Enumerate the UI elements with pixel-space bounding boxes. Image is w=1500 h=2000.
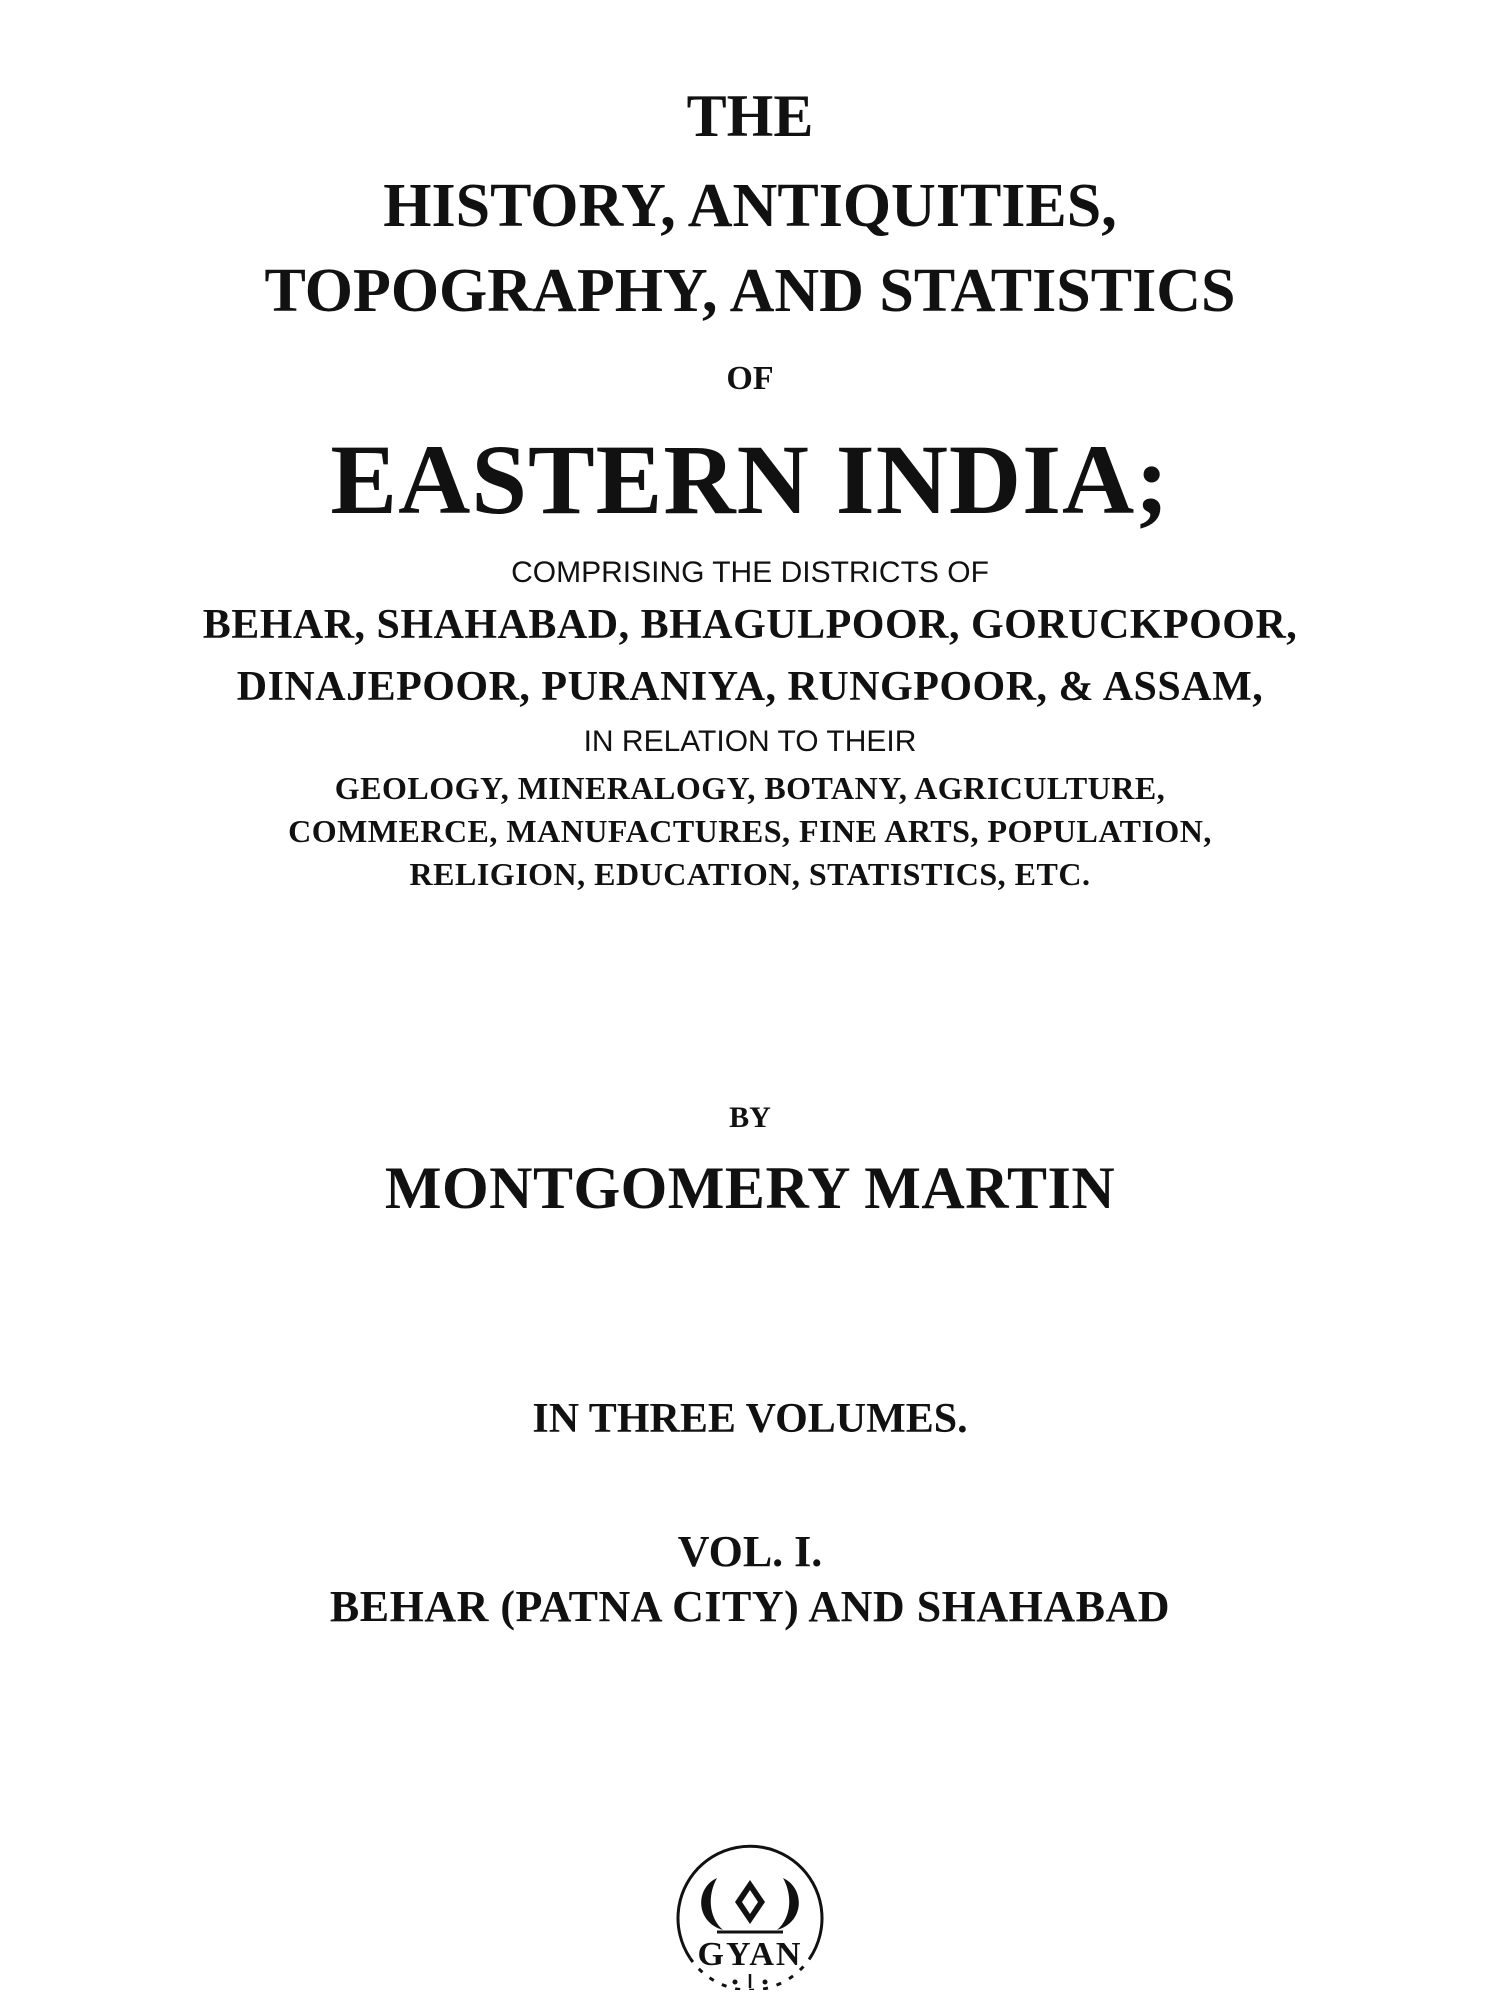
logo-text: GYAN xyxy=(697,1936,803,1973)
subjects-line-3: RELIGION, EDUCATION, STATISTICS, ETC. xyxy=(409,856,1091,892)
comprising-label: COMPRISING THE DISTRICTS OF xyxy=(511,556,989,589)
relation-label: IN RELATION TO THEIR xyxy=(583,725,917,758)
subjects-line-1: GEOLOGY, MINERALOGY, BOTANY, AGRICULTURE, xyxy=(334,770,1166,806)
author-name: MONTGOMERY MARTIN xyxy=(384,1155,1116,1221)
volumes-count: IN THREE VOLUMES. xyxy=(532,1396,968,1442)
title-line-1: HISTORY, ANTIQUITIES, xyxy=(383,172,1117,240)
volume-title: BEHAR (PATNA CITY) AND SHAHABAD xyxy=(329,1582,1171,1631)
districts-line-1: BEHAR, SHAHABAD, BHAGULPOOR, GORUCKPOOR, xyxy=(202,602,1298,648)
volume-number: VOL. I. xyxy=(677,1527,823,1576)
title-line-2: TOPOGRAPHY, AND STATISTICS xyxy=(264,257,1236,325)
title-of: OF xyxy=(726,360,774,397)
subjects-line-2: COMMERCE, MANUFACTURES, FINE ARTS, POPULATION, xyxy=(288,813,1212,849)
gyan-publisher-logo-icon xyxy=(665,1840,835,1990)
by-label: BY xyxy=(729,1101,771,1134)
title-the: THE xyxy=(686,83,814,149)
main-title: EASTERN INDIA; xyxy=(330,424,1170,535)
districts-line-2: DINAJEPOOR, PURANIYA, RUNGPOOR, & ASSAM, xyxy=(236,664,1264,710)
